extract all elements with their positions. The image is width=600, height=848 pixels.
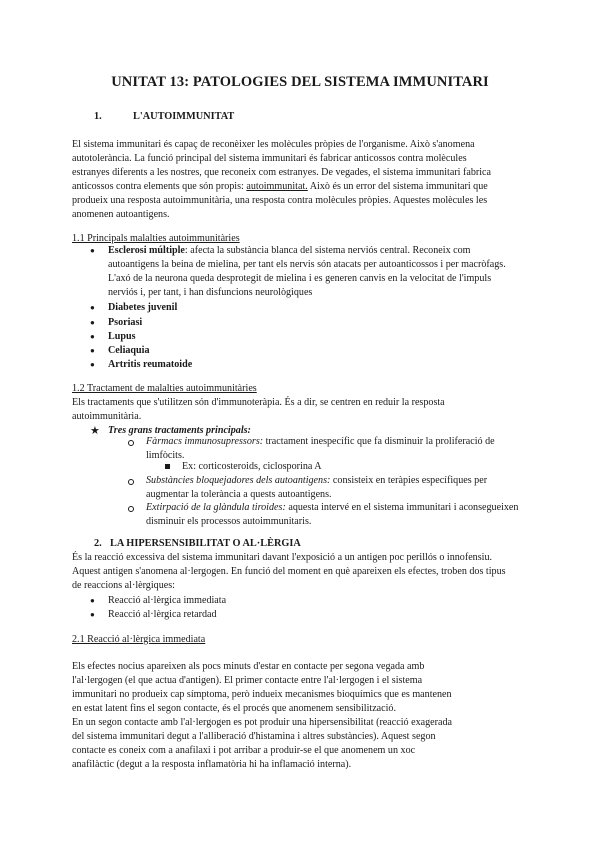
paragraph-line: immunitari no produeix cap símptoma, però indueix mecanismes bioquímics que es mantenen — [72, 689, 452, 700]
section-1-number: 1. — [94, 111, 102, 122]
list-item: Reacció al·lèrgica retardad — [108, 609, 217, 620]
paragraph-line: autotolerància. La funció principal del sistema immunitari és fabricar anticossos contra molècules — [72, 153, 467, 164]
paragraph-line: anafilàctic (degut a la resposta inflamatòria hi ha inflamació interna). — [72, 759, 352, 770]
list-item: Celiaquia — [108, 345, 150, 356]
paragraph-line: El sistema immunitari és capaç de reconèixer les molècules pròpies de l'organisme. Això s'anomena — [72, 139, 475, 150]
bullet-icon: ● — [90, 246, 95, 255]
paragraph-line: contacte es coneix com a anafilaxi i pot arribar a produir-se el que anomenem un xoc — [72, 745, 416, 756]
paragraph-line: anomenen autoantigens. — [72, 209, 170, 220]
list-item-text: consisteix en teràpies específiques per — [330, 475, 488, 486]
list-item — [146, 474, 487, 488]
circle-bullet-icon — [128, 479, 134, 485]
section-2-number: 2. — [94, 538, 102, 549]
bullet-icon: ● — [90, 610, 95, 619]
list-item: Psoriasi — [108, 317, 143, 328]
list-item: Reacció al·lèrgica immediata — [108, 595, 227, 606]
paragraph-text: anticossos contra elements que són propis: — [72, 181, 247, 192]
paragraph-line: És la reacció excessiva del sistema immunitari davant l'exposició a un antigen poc perillós o innofensiu. — [72, 552, 493, 563]
list-item-continuation: augmentar la tolerància a quests autoantigens. — [146, 489, 332, 500]
highlighted-term: autoimmunitat. — [246, 181, 308, 192]
list-item-term: Extirpació de la glàndula tiroides: — [146, 502, 286, 513]
bullet-icon: ● — [90, 596, 95, 605]
list-item-text: aquesta intervé en el sistema immunitari i aconsegueixen — [285, 502, 519, 513]
list-item-text: tractament inespecífic que fa disminuir la proliferació de — [263, 436, 495, 447]
list-item: Artritis reumatoide — [108, 359, 193, 370]
list-item — [108, 244, 471, 258]
paragraph-line: l'al·lergogen (el que actua d'antigen). El primer contacte entre l'al·lergogen i el sistema — [72, 675, 423, 686]
list-item-continuation: L'axó de la neurona queda desprotegit de mielina i es generen canvis en la velocitat de l'impuls — [108, 273, 492, 284]
paragraph-line — [72, 180, 488, 194]
bullet-icon: ● — [90, 303, 95, 312]
list-item-continuation: disminuir els processos autoimmunitaris. — [146, 516, 312, 527]
paragraph-text: Això és un error del sistema immunitari que — [307, 181, 488, 192]
list-item-text: : afecta la substància blanca del sistema nerviós central. Reconeix com — [184, 245, 471, 256]
list-item: Diabetes juvenil — [108, 302, 178, 313]
subsection-heading: 1.2 Tractament de malalties autoimmunitàries — [72, 383, 257, 394]
paragraph-line: Els efectes nocius apareixen als pocs minuts d'estar en contacte per segona vegada amb — [72, 661, 425, 672]
list-item — [146, 435, 495, 449]
paragraph-line: En un segon contacte amb l'al·lergogen es pot produir una hipersensibilitat (reacció exagerada — [72, 717, 453, 728]
star-bullet-icon: ★ — [90, 425, 100, 437]
paragraph-line: estranyes diferents a les nostres, que reconeix com estranyes. De vegades, el sistema immunitari fabrica — [72, 167, 492, 178]
list-item-continuation: nerviós i, per tant, i han disfuncions neurològiques — [108, 287, 313, 298]
circle-bullet-icon — [128, 440, 134, 446]
square-bullet-icon — [165, 464, 170, 469]
list-item — [146, 501, 518, 515]
page-title: UNITAT 13: PATOLOGIES DEL SISTEMA IMMUNITARI — [111, 74, 489, 90]
bullet-icon: ● — [90, 360, 95, 369]
section-1-heading: L'AUTOIMMUNITAT — [133, 111, 235, 122]
paragraph-line: del sistema immunitari degut a l'alliberació d'histamina i altres substàncies). Aquest segon — [72, 731, 436, 742]
paragraph-line: en estat latent fins el segon contacte, és el procés que anomenem sensibilització. — [72, 703, 397, 714]
list-item: Ex: corticosteroids, ciclosporina A — [182, 461, 322, 472]
paragraph-line: autoimmunitària. — [72, 411, 142, 422]
bullet-icon: ● — [90, 332, 95, 341]
list-item-term: Substàncies bloquejadores dels autoantigens: — [146, 475, 331, 486]
section-2-heading: LA HIPERSENSIBILITAT O AL·LÈRGIA — [110, 538, 301, 549]
bullet-icon: ● — [90, 346, 95, 355]
list-heading: Tres grans tractaments principals: — [108, 425, 251, 436]
list-item-continuation: autoantigens la beina de mielina, per tant els nervis són atacats per autoanticossos i per macròfags. — [108, 259, 506, 270]
list-item-term: Esclerosi múltiple — [108, 245, 185, 256]
bullet-icon: ● — [90, 318, 95, 327]
paragraph-line: de reaccions al·lèrgiques: — [72, 580, 175, 591]
circle-bullet-icon — [128, 506, 134, 512]
subsection-heading: 1.1 Principals malalties autoimmunitàries — [72, 233, 240, 244]
list-item: Lupus — [108, 331, 136, 342]
paragraph-line: Els tractaments que s'utilitzen són d'immunoteràpia. És a dir, se centren en reduir la resposta — [72, 397, 445, 408]
list-item-continuation: limfòcits. — [146, 450, 185, 461]
paragraph-line: produeix una resposta autoimmunitària, una resposta contra molècules pròpies. Aquestes molècules les — [72, 195, 488, 206]
paragraph-line: Aquest antigen s'anomena al·lergogen. En funció del moment en què apareixen els efectes, troben dos tipus — [72, 566, 506, 577]
subsection-heading: 2.1 Reacció al·lèrgica immediata — [72, 634, 206, 645]
list-item-term: Fàrmacs immunosupressors: — [146, 436, 264, 447]
